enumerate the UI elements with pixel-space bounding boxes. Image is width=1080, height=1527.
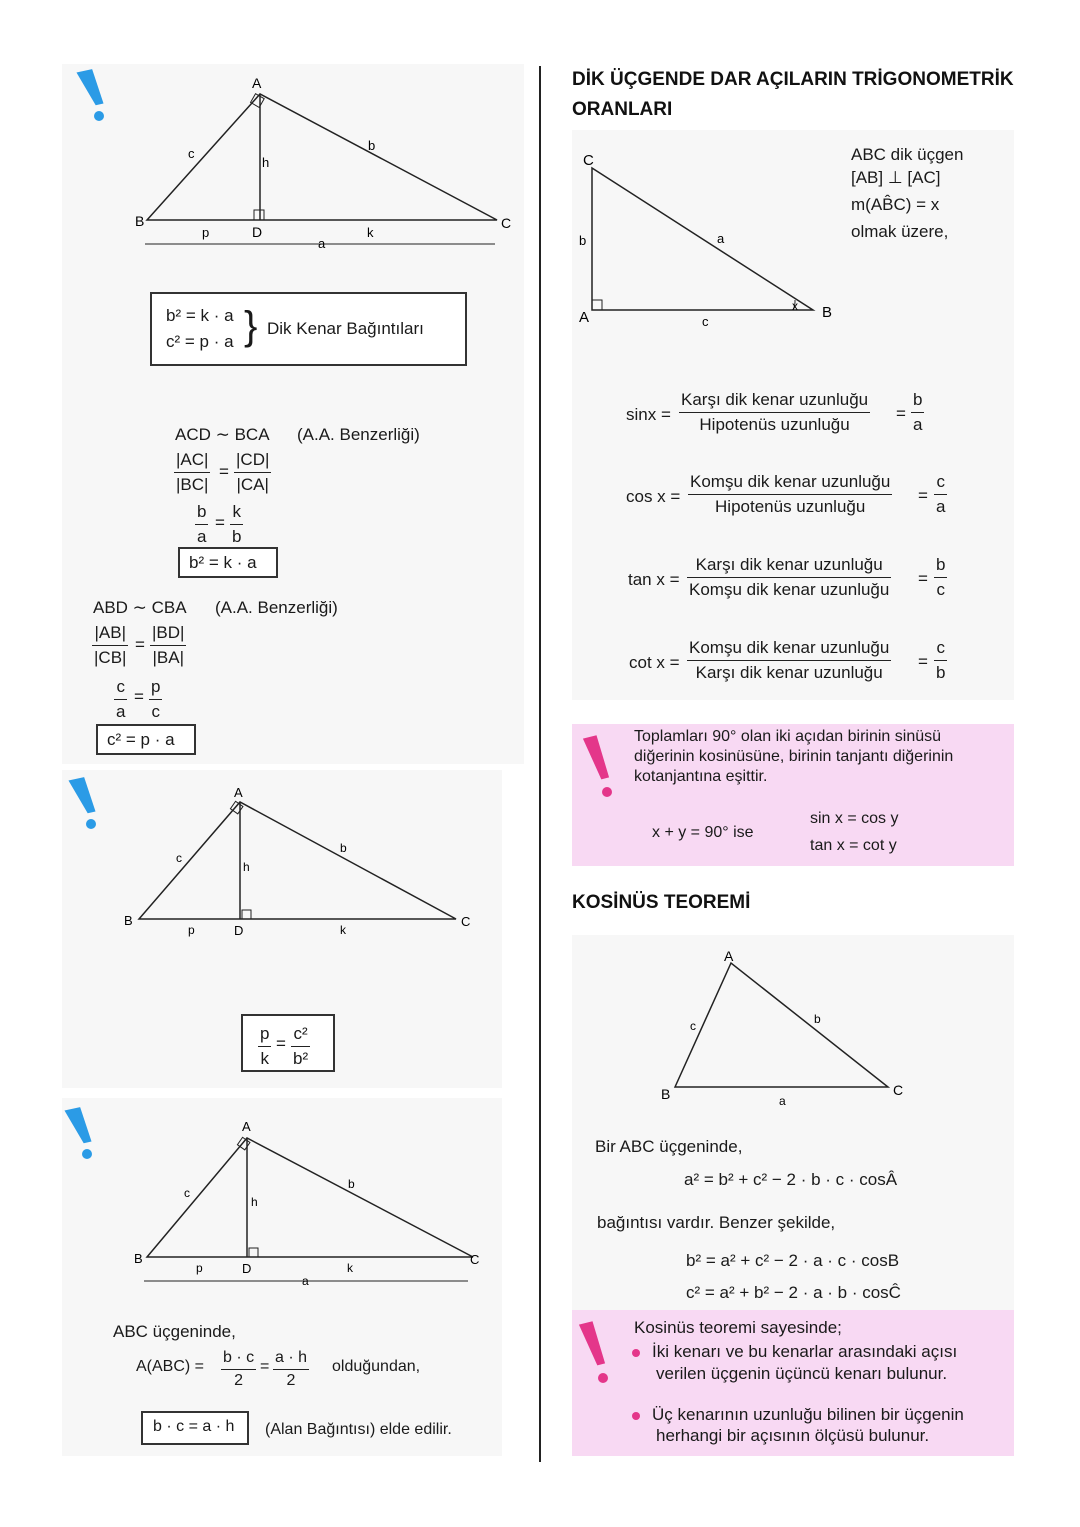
trig-heading-line1: DİK ÜÇGENDE DAR AÇILARIN TRİGONOMETRİK — [572, 69, 1014, 90]
column-divider — [539, 66, 541, 1462]
fraction: |BD| |BA| — [152, 623, 185, 667]
side-c: c — [702, 314, 709, 329]
given-line-2: [AB] ⊥ [AC] — [851, 168, 941, 187]
segment-k: k — [347, 1261, 353, 1275]
similarity-2-title: ABD ∼ CBA — [93, 598, 187, 617]
vertex-B: B — [661, 1086, 671, 1102]
similarity-2-result: c² = p · a — [96, 724, 196, 755]
equals-sign: = — [134, 687, 144, 706]
side-a: a — [717, 231, 725, 246]
segment-a: a — [318, 236, 326, 251]
point-D: D — [242, 1261, 252, 1276]
cosine-theorem-heading: KOSİNÜS TEOREMİ — [572, 892, 751, 913]
side-c: c — [188, 146, 195, 161]
projection-ratio-box: p k = c² b² — [241, 1014, 335, 1072]
cos-law-b: b² = a² + c² − 2 · a · c · cosB — [686, 1251, 900, 1270]
segment-p: p — [188, 923, 195, 937]
area-note: (Alan Bağıntısı) elde edilir. — [265, 1421, 452, 1438]
exclamation-icon — [74, 64, 114, 124]
vertex-C: C — [470, 1252, 480, 1267]
vertex-B: B — [822, 304, 833, 321]
vertex-A: A — [252, 75, 262, 91]
side-a: a — [779, 1094, 786, 1108]
fraction: |AB| |CB| — [94, 623, 127, 667]
side-b: b — [340, 841, 347, 855]
fraction: p c — [151, 677, 161, 721]
fraction: c a — [116, 677, 126, 721]
point-D: D — [234, 923, 244, 938]
given-line-3: m(AB̂C) = x — [851, 195, 940, 214]
bullet-icon — [632, 1412, 640, 1420]
equals-sign: = — [219, 462, 229, 481]
side-b: b — [348, 1177, 355, 1191]
side-c: c — [176, 851, 182, 865]
exclamation-icon — [62, 1102, 102, 1162]
segment-p: p — [202, 225, 210, 240]
point-D: D — [252, 224, 263, 240]
similarity-1-title: ACD ∼ BCA — [175, 425, 270, 444]
complementary-condition: x + y = 90° ise — [652, 824, 754, 841]
height-h: h — [251, 1195, 258, 1209]
side-c: c — [184, 1186, 190, 1200]
similarity-2-note: (A.A. Benzerliği) — [215, 598, 338, 617]
fraction: b a — [197, 502, 207, 546]
fraction: k b — [232, 502, 242, 546]
right-triangle-figure-1 — [130, 72, 520, 257]
triangle-figure-5 — [655, 945, 915, 1110]
note-bullet-2: Üç kenarının uzunluğu bilinen bir üçgenin — [632, 1405, 964, 1425]
complementary-angle-note: Toplamları 90° olan iki açıdan birinin sinüsü diğerinin kosinüsüne, birinin tanjantı diğerinin kotanjantına eşittir. x + y = 90° ise sin x = cos y tan x = cot y — [572, 724, 1014, 866]
cosine-theorem-note: Kosinüs teoremi sayesinde; İki kenarı ve bu kenarlar arasındaki açısı verilen üçgenin üçüncü kenarı bulunur. Üç kenarının uzunluğu bilinen bir üçgenin herhangi bir açısının ölçüsü bulunur. — [572, 1310, 1014, 1456]
trig-heading-line2: ORANLARI — [572, 99, 673, 120]
vertex-A: A — [242, 1119, 251, 1134]
side-b: b — [814, 1012, 821, 1026]
vertex-B: B — [124, 913, 133, 928]
height-h: h — [243, 860, 250, 874]
bullet-icon — [632, 1349, 640, 1357]
area-lhs: A(ABC) = — [136, 1358, 205, 1375]
side-c: c — [690, 1019, 696, 1033]
complementary-result-2: tan x = cot y — [810, 837, 897, 854]
leg-relation-c: c² = p · a — [166, 332, 234, 351]
vertex-C: C — [893, 1082, 904, 1098]
area-result: b · c = a · h — [141, 1411, 249, 1445]
height-h: h — [262, 155, 270, 170]
fraction: a · h 2 — [275, 1349, 308, 1389]
leg-relations-box — [150, 292, 467, 366]
side-b: b — [368, 138, 376, 153]
leg-relation-b: b² = k · a — [166, 306, 234, 325]
vertex-B: B — [135, 213, 145, 229]
given-line-1: ABC dik üçgen — [851, 145, 964, 164]
cos-law-c: c² = a² + b² − 2 · a · b · cosĈ — [686, 1283, 901, 1302]
leg-relations-label: Dik Kenar Bağıntıları — [267, 319, 424, 338]
segment-p: p — [196, 1261, 203, 1275]
vertex-C: C — [583, 152, 594, 169]
vertex-A: A — [579, 309, 590, 326]
equals-sign: = — [215, 513, 225, 532]
exclamation-icon — [580, 732, 620, 802]
exclamation-icon — [66, 772, 106, 832]
given-line-4: olmak üzere, — [851, 222, 949, 241]
cos-law-a: a² = b² + c² − 2 · b · c · cosÂ — [684, 1170, 898, 1189]
vertex-A: A — [234, 785, 243, 800]
vertex-A: A — [724, 948, 734, 964]
segment-k: k — [340, 923, 346, 937]
area-intro: ABC üçgeninde, — [113, 1322, 236, 1341]
similarity-1-note: (A.A. Benzerliği) — [297, 425, 420, 444]
complementary-result-1: sin x = cos y — [810, 810, 899, 827]
equals-sign: = — [135, 635, 145, 654]
exclamation-icon — [576, 1318, 616, 1388]
side-b: b — [579, 233, 587, 248]
area-tail: olduğundan, — [332, 1358, 421, 1375]
fraction: |AC| |BC| — [176, 450, 209, 494]
brace: } — [244, 304, 258, 348]
vertex-C: C — [461, 914, 471, 929]
fraction: |CD| |CA| — [236, 450, 270, 494]
note-bullet-1: İki kenarı ve bu kenarlar arasındaki açısı — [632, 1342, 957, 1362]
vertex-C: C — [501, 215, 512, 231]
right-triangle-figure-2 — [120, 782, 480, 942]
vertex-B: B — [134, 1251, 143, 1266]
cos-mid: bağıntısı vardır. Benzer şekilde, — [597, 1213, 836, 1232]
fraction: b · c 2 — [223, 1349, 255, 1389]
angle-x: x — [792, 299, 798, 313]
cos-intro: Bir ABC üçgeninde, — [595, 1137, 743, 1156]
similarity-1-result: b² = k · a — [178, 547, 278, 578]
segment-a: a — [302, 1274, 309, 1288]
segment-k: k — [367, 225, 374, 240]
right-triangle-figure-3 — [130, 1114, 490, 1289]
equals-sign: = — [260, 1358, 270, 1375]
equals-sign: = — [276, 1034, 286, 1053]
right-triangle-figure-4 — [575, 148, 840, 333]
